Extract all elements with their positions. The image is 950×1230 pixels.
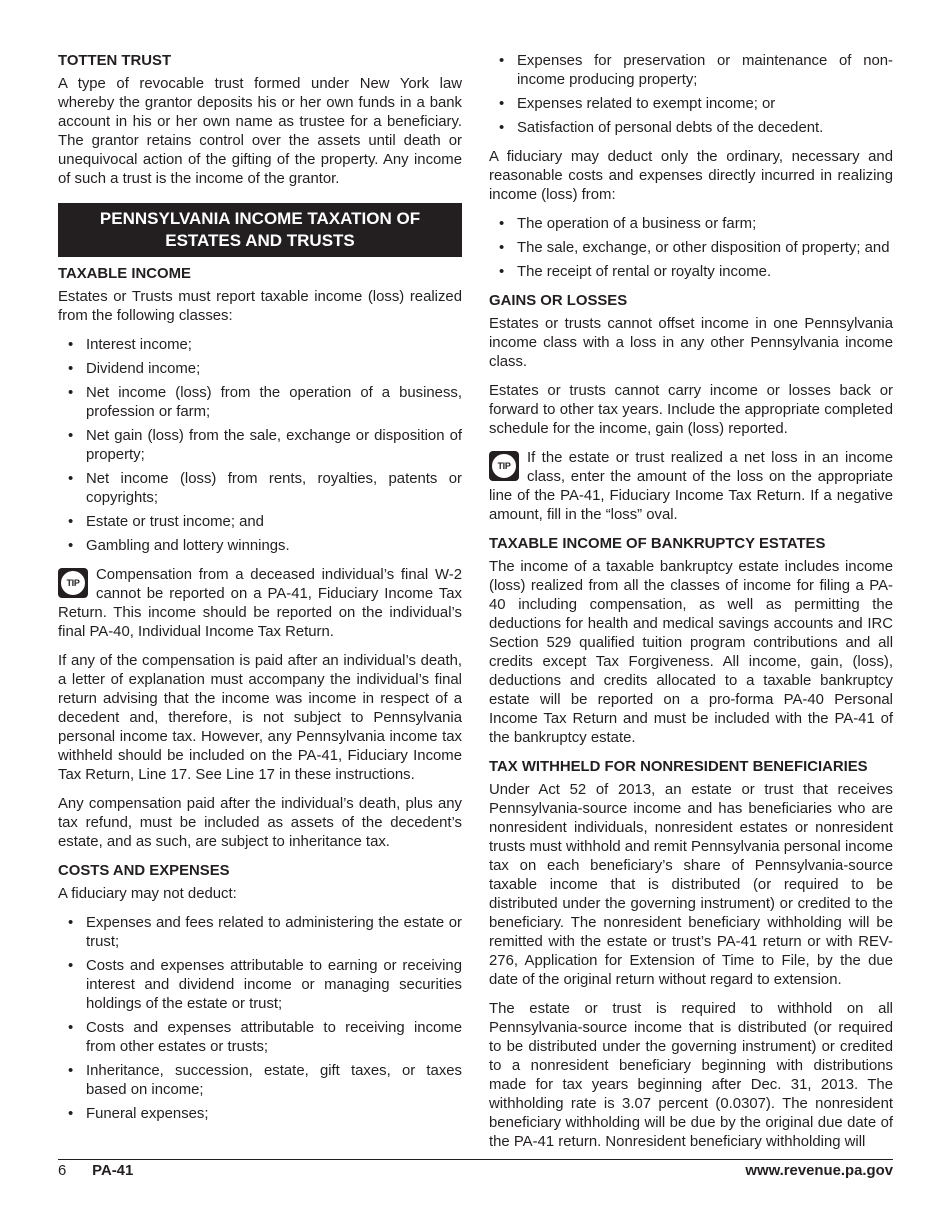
compensation-paragraph: If any of the compensation is paid after an individual’s death, a letter of explanation must accompany the individual’s final return advising that the income was income in respect of a decedent and, therefore, is not subject to Pennsylvania personal income tax. However, any Pennsylvania income tax withheld should be included on the PA-41, Fiduciary Income Tax Return, Line 17. See Line 17 in these instructions. [58, 653, 462, 783]
list-item: • Net gain (loss) from the sale, exchange or disposition of property; [58, 427, 462, 465]
taxable-income-heading: TAXABLE INCOME [58, 266, 191, 282]
list-item: • Expenses related to exempt income; or [489, 95, 893, 114]
list-item: • Satisfaction of personal debts of the decedent. [489, 119, 893, 138]
tip-icon [58, 568, 88, 598]
withheld-p2: The estate or trust is required to withhold on all Pennsylvania-source income that is distributed (or required to be distributed under the governing instrument) or credited to a nonresident beneficiary beginning with distributions made for tax years beginning after Dec. 31, 2013. The withholding rate is 3.07 percent (0.0307). The nonresident beneficiary withholding will be due by the original due date of the PA-41 return. Nonresident beneficiary withholding will [489, 1001, 893, 1150]
refund-paragraph: Any compensation paid after the individual’s death, plus any tax refund, must be included as assets of the decedent’s estate, and as such, are subject to inheritance tax. [58, 796, 462, 850]
deduct-list [489, 215, 893, 282]
gains-losses-heading: GAINS OR LOSSES [489, 293, 628, 309]
tip-icon-label: TIP [497, 461, 511, 471]
form-name: PA-41 [92, 1163, 134, 1179]
withheld-heading: TAX WITHHELD FOR NONRESIDENT BENEFICIARIES [489, 759, 868, 775]
list-item: • Costs and expenses attributable to receiving income from other estates or trusts; [58, 1019, 462, 1057]
deduct-intro: A fiduciary may deduct only the ordinary, necessary and reasonable costs and expenses directly incurred in realizing income (loss) from: [489, 149, 893, 203]
tip-net-loss [489, 449, 893, 525]
gains-losses-p2: Estates or trusts cannot carry income or losses back or forward to other tax years. Include the appropriate completed schedule for the income, gain (loss) reported. [489, 383, 893, 437]
tip-compensation [58, 566, 462, 642]
gains-losses-p1: Estates or trusts cannot offset income in one Pennsylvania income class with a loss in any other Pennsylvania income class. [489, 316, 893, 370]
page-footer [58, 1159, 893, 1181]
costs-expenses-heading: COSTS AND EXPENSES [58, 863, 230, 879]
left-column [58, 52, 462, 1134]
list-item: • Expenses and fees related to administering the estate or trust; [58, 914, 462, 952]
bankruptcy-heading: TAXABLE INCOME OF BANKRUPTCY ESTATES [489, 536, 826, 552]
costs-expenses-list-continued [489, 52, 893, 138]
list-item: • Interest income; [58, 336, 462, 355]
list-item: • Costs and expenses attributable to earning or receiving interest and dividend income or managing securities holdings of the estate or trust; [58, 957, 462, 1014]
taxable-income-intro: Estates or Trusts must report taxable income (loss) realized from the following classes: [58, 289, 462, 324]
costs-expenses-intro: A fiduciary may not deduct: [58, 886, 237, 902]
taxable-income-list [58, 336, 462, 556]
list-item: • Funeral expenses; [58, 1105, 462, 1124]
list-item: • Net income (loss) from rents, royalties, patents or copyrights; [58, 470, 462, 508]
list-item: • Inheritance, succession, estate, gift taxes, or taxes based on income; [58, 1062, 462, 1100]
right-column [489, 52, 893, 1162]
list-item: • Gambling and lottery winnings. [58, 537, 462, 556]
list-item: • The receipt of rental or royalty income. [489, 263, 893, 282]
list-item: • The operation of a business or farm; [489, 215, 893, 234]
list-item: • Expenses for preservation or maintenance of non-income producing property; [489, 52, 893, 90]
list-item: • Dividend income; [58, 360, 462, 379]
tip-text: Compensation from a deceased individual’s final W-2 cannot be reported on a PA-41, Fiduciary Income Tax Return. This income should be reported on the individual’s final PA-40, Individual Income Tax Return. [58, 567, 462, 640]
tip-text: If the estate or trust realized a net loss in an income class, enter the amount of the loss on the appropriate line of the PA-41, Fiduciary Income Tax Return. If a negative amount, fill in the “loss” oval. [489, 450, 893, 523]
list-item: • The sale, exchange, or other disposition of property; and [489, 239, 893, 258]
list-item: • Net income (loss) from the operation of a business, profession or farm; [58, 384, 462, 422]
bankruptcy-text: The income of a taxable bankruptcy estate includes income (loss) realized from all the classes of income for filing a PA-40 including compensation, as well as permitting the deductions for health and medical savings accounts and IRC Section 529 qualified tuition program contributions and all credits except Tax Forgiveness. All income, gain, (loss), deductions and credits allocated to a taxable bankruptcy estate will be reported on a pro-forma PA-40 Personal Income Tax Return and must be included with the PA-41 of the bankruptcy estate. [489, 559, 893, 746]
banner-line-1: PENNSYLVANIA INCOME TAXATION OF [99, 209, 421, 228]
section-banner [58, 203, 462, 257]
withheld-p1: Under Act 52 of 2013, an estate or trust that receives Pennsylvania-source income and has beneficiaries who are nonresident individuals, nonresident estates or nonresident trusts must withhold and remit Pennsylvania personal income tax on each beneficiary’s share of Pennsylvania-source taxable income that is distributed (or required to be distributed under the governing instrument) or credited to the beneficiary. The nonresident beneficiary withholding will be remitted with the estate or trust’s PA-41 return or with REV-276, Application for Extension of Time to File, by the due date of the original return without regard to extension. [489, 782, 893, 988]
costs-expenses-list [58, 914, 462, 1124]
tip-icon-label: TIP [66, 578, 80, 588]
page-number: 6 [58, 1163, 67, 1179]
tip-icon [489, 451, 519, 481]
banner-line-2: ESTATES AND TRUSTS [165, 231, 355, 250]
list-item: • Estate or trust income; and [58, 513, 462, 532]
totten-trust-text: A type of revocable trust formed under New York law whereby the grantor deposits his or her own funds in a bank account in his or her own name as trustee for a beneficiary. The grantor retains control over the assets until death or unequivocal action of the gifting of the property. Any income of such a trust is the income of the grantor. [58, 76, 462, 187]
website-url: www.revenue.pa.gov [745, 1163, 893, 1179]
totten-trust-heading: TOTTEN TRUST [58, 53, 172, 69]
